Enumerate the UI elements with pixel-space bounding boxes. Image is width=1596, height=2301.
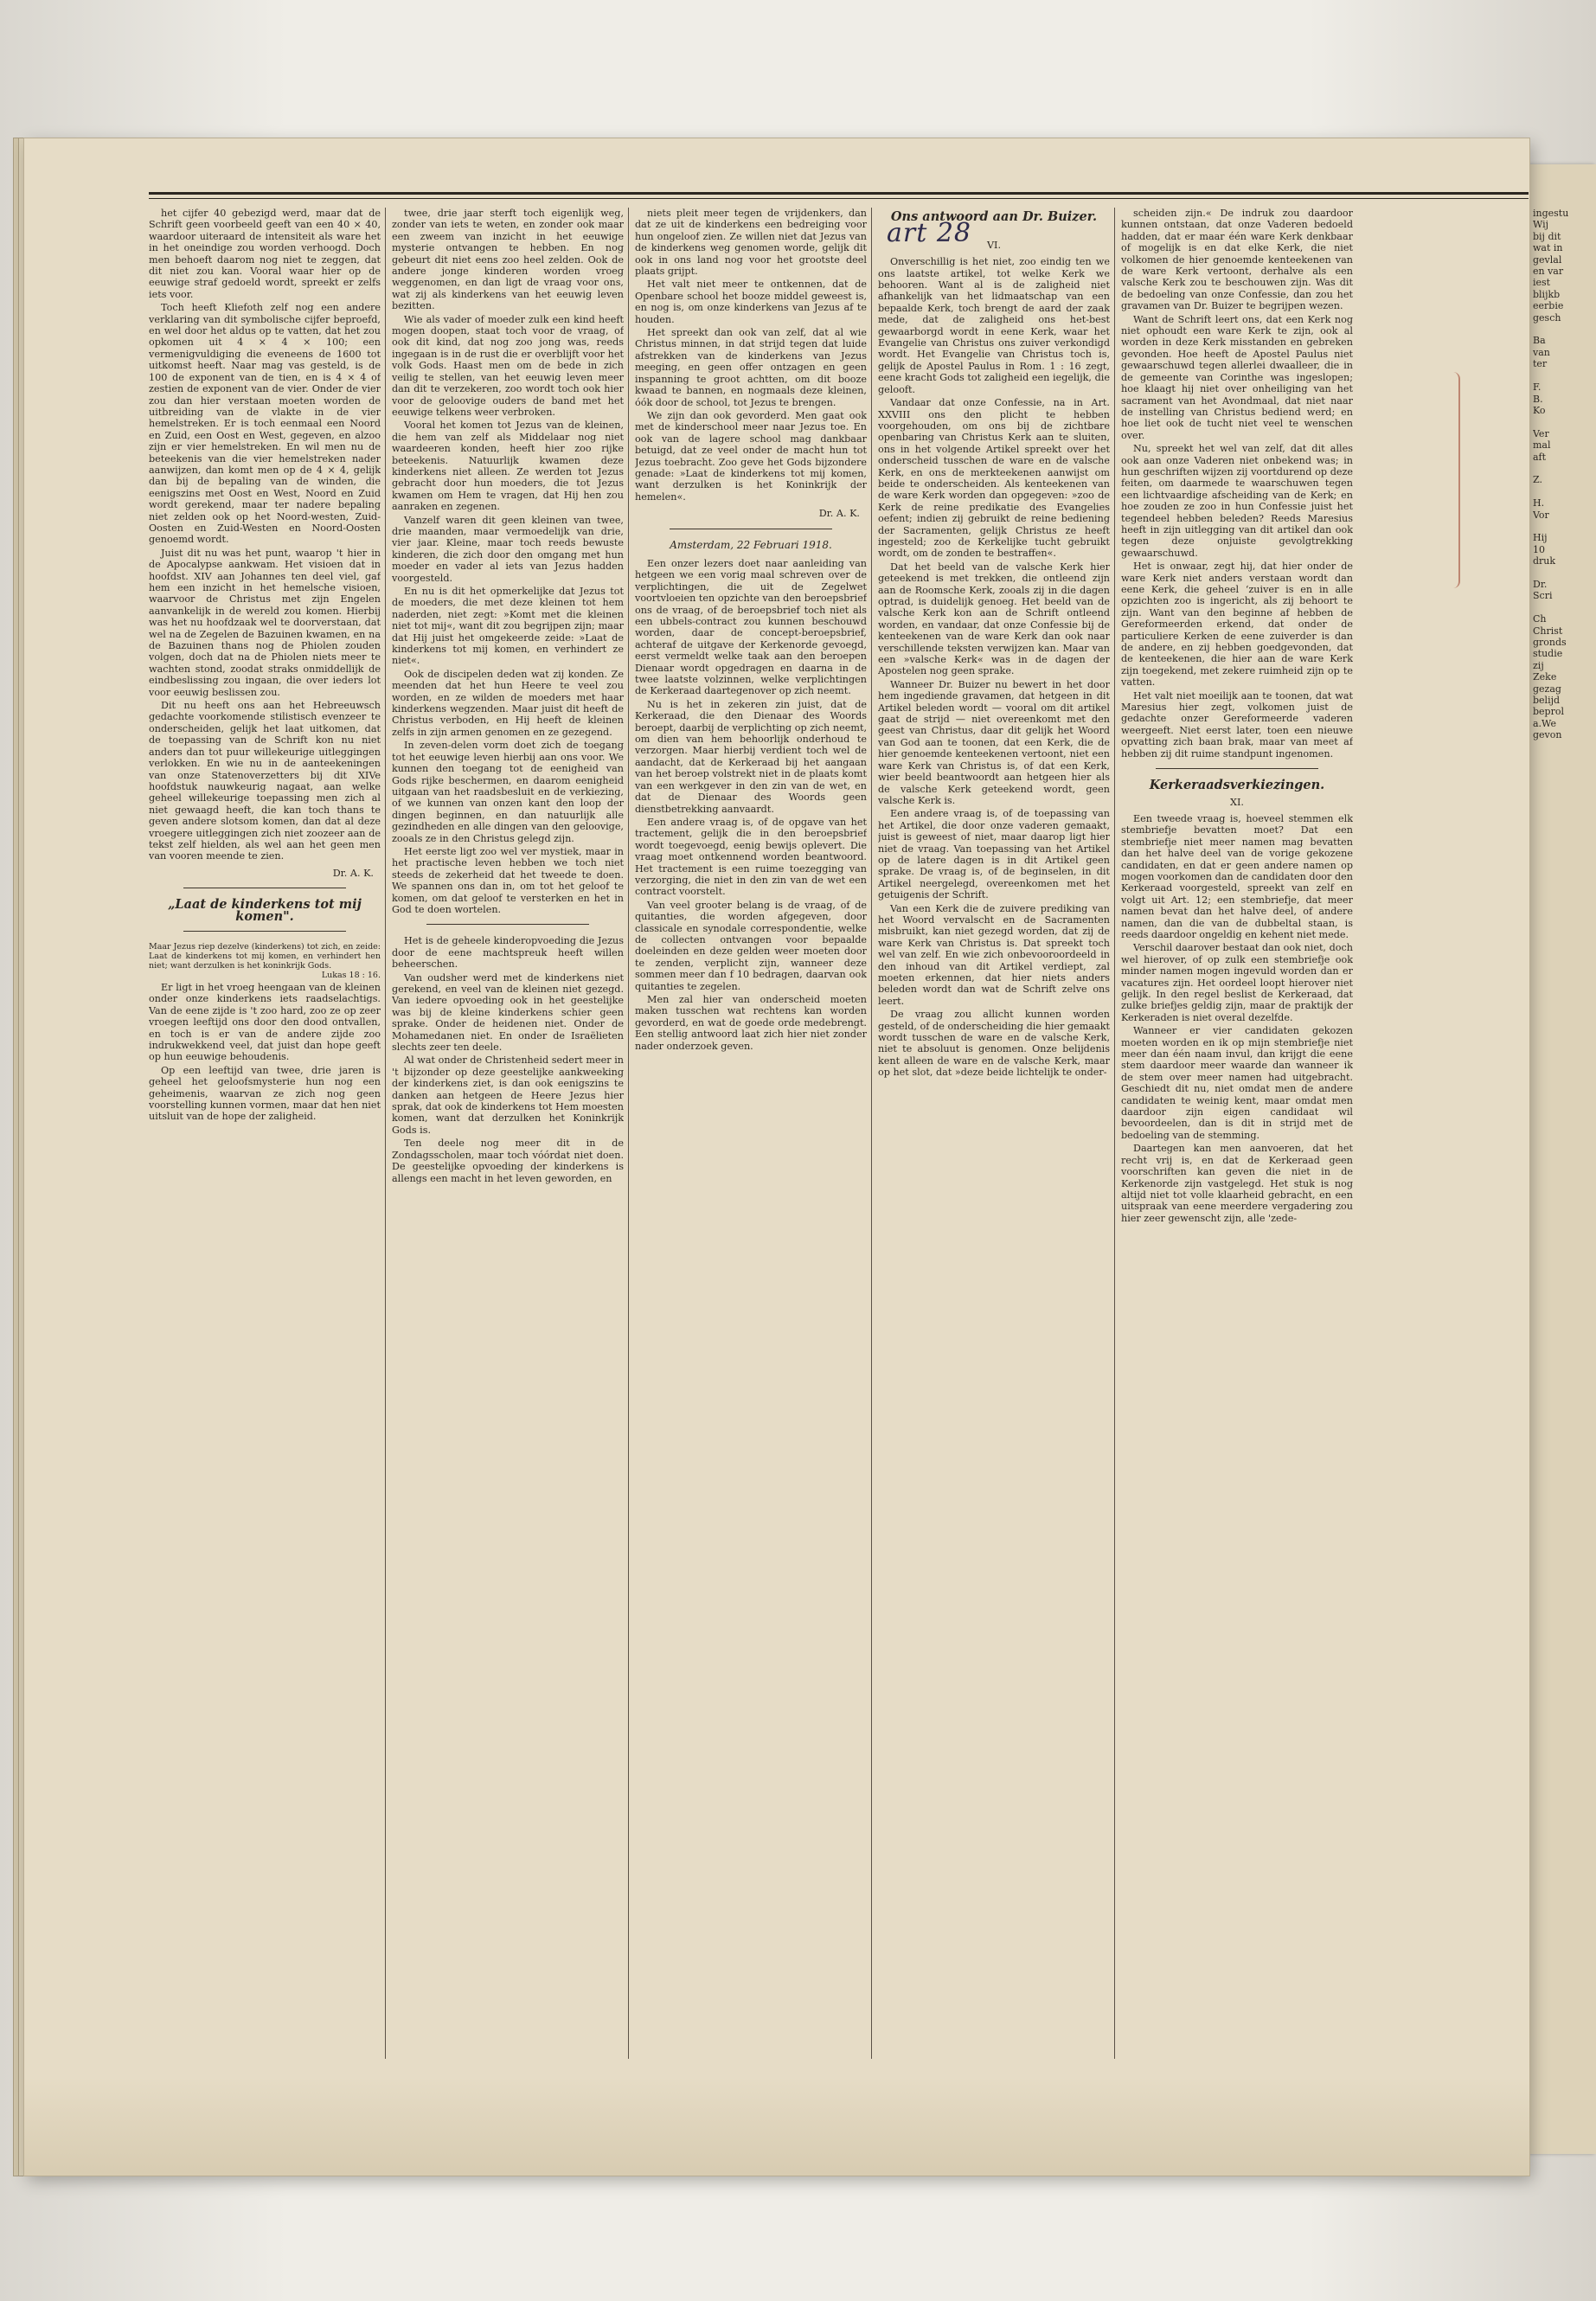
- article-paragraph: niets pleit meer tegen de vrijdenkers, dan dat ze uit de kinderkens een bedreiging voor hun ongeloof zien. Ze willen niet dat Jezus van de kinderkens weg genomen worde, gelijk dit ook in ons land nog voor het grootste deel plaats grijpt.: [635, 208, 867, 278]
- adjacent-page-line: 10: [1533, 543, 1545, 555]
- adjacent-page-line: eerbie: [1533, 300, 1564, 312]
- article-paragraph: Het is de geheele kinderopvoeding die Jezus door de eene machtspreuk heeft willen beheerschen.: [392, 935, 624, 971]
- adjacent-page-line: Vor: [1533, 509, 1549, 521]
- article-paragraph: Een tweede vraag is, hoeveel stemmen elk stembriefje bevatten moet? Dat een stembriefje niet meer namen mag bevatten dan het halve deel van de vorige gekozene candidaten, en dat er geen andere namen op mogen voorkomen dan de candidaten door den Kerkeraad voorgesteld, spreekt van zelf en volgt uit Art. 12; een stembriefje, dat meer namen bevat dan het halve deel, of andere namen, dan die van de dubbeltal staan, is reeds daardoor ongeldig en kehent niet mede.: [1121, 812, 1353, 940]
- adjacent-page-line: blijkb: [1533, 288, 1561, 300]
- adjacent-page-line: [1533, 416, 1592, 427]
- article-paragraph: Het eerste ligt zoo wel ver mystiek, maar in het practische leven hebben we toch niet steeds de zekerheid dat het tweede te doen. We spannen ons dan in, om tot het geloof te komen, om dat geloof te versterken en het in God te doen wortelen.: [392, 845, 624, 915]
- adjacent-page-line: Hij: [1533, 532, 1548, 544]
- column-divider: [385, 208, 386, 2059]
- article-paragraph: Van oudsher werd met de kinderkens niet gerekend, en veel van de kleinen niet gezegd. Van iedere opvoeding ook in het geestelijke was bij de kleine kinderkens schier geen sprake. Onder de heidenen niet. Onder de Mohamedanen niet. En onder de Israëlieten slechts zeer ten deele.: [392, 971, 624, 1054]
- adjacent-page-line: druk: [1533, 555, 1556, 567]
- article-paragraph: In zeven-delen vorm doet zich de toegang tot het eeuwige leven hierbij aan ons voor. We kunnen den toegang tot de eenigheid van Gods rijke beschermen, en daarom eenigheid uitgaan van het raadsbesluit en de verkiezing, of we kunnen van onzen kant den loop der dingen beginnen, en dan natuurlijk alle gezindheden en alle dingen van den geloovige, zooals ze in den Christus gelegd zijn.: [392, 740, 624, 844]
- column-divider: [871, 208, 872, 2059]
- quote-text: Maar Jezus riep dezelve (kinderkens) tot zich, en zeide: Laat de kinderkens tot mij komen, en verhindert hen niet; want derzulken is het koninkrijk Gods.: [149, 941, 381, 971]
- adjacent-page-line: [1533, 486, 1592, 497]
- article-paragraph: Vanzelf waren dit geen kleinen van twee, drie maanden, maar vermoedelijk van drie, vier jaar. Kleine, maar toch reeds bewuste kinderen, die zich door den omgang met hun moeder en vader al iets van Jezus hadden voorgesteld.: [392, 514, 624, 584]
- article-paragraph: scheiden zijn.« De indruk zou daardoor kunnen ontstaan, dat onze Vaderen bedoeld hadden, dat er maar één ware Kerk denkbaar of mogelijk is en dat elke Kerk, die niet volkomen de hier genoemde kenteekenen van de ware Kerk vertoont, derhalve als een valsche Kerk zou te beschouwen zijn. Was dit de bedoeling van onze Confessie, dan zou het gravamen van Dr. Buizer te begrijpen wezen.: [1121, 208, 1353, 312]
- adjacent-page-line: [1533, 567, 1592, 579]
- adjacent-page-line: B.: [1533, 393, 1543, 405]
- adjacent-page-line: [1533, 463, 1592, 474]
- adjacent-page-line: mal: [1533, 439, 1551, 452]
- page-shading: [24, 2076, 1529, 2176]
- article-paragraph: Verschil daarover bestaat dan ook niet, doch wel hierover, of op zulk een stembriefje ook minder namen mogen ingevuld worden dan er vacatures zijn. Het oordeel loopt hierover niet gelijk. In den regel beslist de Kerkeraad, dat zulke briefjes geldig zijn, maar de praktijk der Kerkeraden is niet overal dezelfde.: [1121, 942, 1353, 1023]
- quote-reference: Lukas 18 : 16.: [321, 970, 381, 980]
- adjacent-page-line: H.: [1533, 497, 1545, 510]
- article-paragraph: Vandaar dat onze Confessie, na in Art. XXVIII ons den plicht te hebben voorgehouden, om ons bij de zichtbare openbaring van Christus Kerk aan te sluiten, ons in het volgende Artikel spreekt over het onderscheid tusschen de ware en de valsche Kerk, en ons de merkteekenen aanwijst om beide te onderscheiden. Als kenteekenen van de ware Kerk worden dan opgegeven: »zoo de Kerk de reine predikatie des Evangelies oefent; indien zij gebruikt de reine bediening der Sacramenten, gelijk Christus ze heeft ingesteld; zoo de Kerkelijke tucht gebruikt wordt, om de zonden te bestraffen«.: [878, 397, 1110, 560]
- article-paragraph: Toch heeft Kliefoth zelf nog een andere verklaring van dit symbolische cijfer beproefd, en wel door het aldus op te vatten, dat het zou opkomen uit 4 × 4 × 100; een vermenigvuldiging die eveneens de 1600 tot uitkomst heeft. Naar mag vas gesteld, is de 100 de exponent van de tien, en is 4 × 4 of zestien de exponent van de vier. Onder de vier zou dan hier verstaan moeten worden de uitbreiding van de vlakte in de vier hemelstreken. Er is toch eenmaal een Noord en Zuid, een Oost en West, gegeven, en alzoo zijn er vier hemelstreken. En wil men nu de beteekenis van die vier hemelstreken nader aanwijzen, dan komt men op de 4 × 4, gelijk dan bij de bepaling van de winden, die eenigszins met Oost en West, Noord en Zuid wordt gerekend, maar ter nadere bepaling niet zelden ook op het Noord-westen, Zuid-Oosten en Zuid-Westen en Noord-Oosten genoemd wordt.: [149, 302, 381, 546]
- adjacent-page-line: Z.: [1533, 474, 1542, 486]
- article-heading: Kerkeraadsverkiezingen.: [1149, 778, 1325, 793]
- dateline: Amsterdam, 22 Februari 1918.: [670, 538, 832, 551]
- article-paragraph: Het spreekt dan ook van zelf, dat al wie Christus minnen, in dat strijd tegen dat luide afstrekken van de kinderkens van Jezus meeging, en geen offer ontzagen en geen inspanning te groot achtten, om dit booze kwaad te bannen, en nogmaals deze kleinen, óók door de school, tot Jezus te brengen.: [635, 327, 867, 408]
- header-rule: [149, 192, 1529, 195]
- article-paragraph: Het valt niet moeilijk aan te toonen, dat wat Maresius hier zegt, volkomen juist de gedachte onzer Gereformeerde vaderen weergeeft. Niet eerst later, toen een nieuwe opvatting zich baan brak, maar van meet af hebben zij dit ruime standpunt ingenomen.: [1121, 689, 1353, 760]
- article-paragraph: We zijn dan ook gevorderd. Men gaat ook met de kinderschool meer naar Jezus toe. En ook van de lagere school mag dankbaar betuigd, dat ze veel onder de macht hun tot Jezus toebracht. Zoo geve het Gods bijzondere genade: »Laat de kinderkens tot mij komen, want derzulken is het Koninkrijk der hemelen«.: [635, 409, 867, 503]
- adjacent-page-line: ter: [1533, 358, 1548, 370]
- adjacent-page-line: van: [1533, 346, 1550, 358]
- article-paragraph: twee, drie jaar sterft toch eigenlijk weg, zonder van iets te weten, en zonder ook maar een zweem van inzicht in het eeuwige mysterie ontvangen te hebben. En nog gebeurt dit niet eens zoo heel zelden. Ook de andere jonge kinderen worden vroeg weggenomen, en dan ligt de vraag voor ons, wat zij als kinderkens van het eeuwig leven bezitten.: [392, 208, 624, 312]
- adjacent-page-line: Christ: [1533, 625, 1563, 637]
- article-paragraph: De vraag zou allicht kunnen worden gesteld, of de onderscheiding die hier gemaakt wordt tusschen de ware en de valsche Kerk, niet te absoluut is genomen. Onze belijdenis kent alleen de ware en de valsche Kerk, maar op het slot, dat »deze beide lichtelijk te onder-: [878, 1009, 1110, 1079]
- adjacent-page-line: aft: [1533, 451, 1547, 463]
- article-separator: [426, 924, 589, 925]
- adjacent-page-text: [1533, 208, 1592, 1938]
- article-paragraph: Het valt niet meer te ontkennen, dat de Openbare school het booze middel geweest is, en nog is, om onze kinderkens van Jezus af te houden.: [635, 279, 867, 325]
- adjacent-page-line: Scri: [1533, 590, 1553, 602]
- heading-separator: [183, 931, 346, 932]
- article-paragraph: Een andere vraag is, of de toepassing van het Artikel, die door onze vaderen gemaakt, juist is geweest of niet, maar daarop ligt hier niet de vraag. Van toepassing van het Artikel op de latere dagen is in dit Artikel geen sprake. De vraag is, of de beginselen, in dit Artikel neergelegd, overeenkomen met het getuigenis der Schrift.: [878, 808, 1110, 901]
- column-divider: [1114, 208, 1115, 2059]
- article-paragraph: Op een leeftijd van twee, drie jaren is geheel het geloofsmysterie hun nog een geheimenis, waarvan ze zich nog geen voorstelling kunnen vormen, maar dat hen niet uitsluit van de hope der zaligheid.: [149, 1064, 381, 1123]
- scripture-quote: [149, 942, 381, 980]
- adjacent-page-line: [1533, 521, 1592, 532]
- article-paragraph: Daartegen kan men aanvoeren, dat het recht vrij is, en dat de Kerkeraad geen voorschriften kan geven die niet in de Kerkenorde zijn vastgelegd. Het stuk is nog altijd niet tot volle klaarheid gebracht, en een uitspraak van eene meerdere vergadering zou hier zeer gewenscht zijn, alle 'zede-: [1121, 1143, 1353, 1224]
- article-separator: [1156, 768, 1318, 769]
- article-paragraph: Nu is het in zekeren zin juist, dat de Kerkeraad, die den Dienaar des Woords beroept, daarbij de verplichting op zich neemt, om dien van hem behoorlijk onderhoud te verzorgen. Maar hierbij verdient toch wel de aandacht, dat de Kerkeraad bij het aangaan van het beroep volstrekt niet in de plaats komt van een werkgever in den zin van de wet, en dat de Dienaar des Woords geen dienstbetrekking aanvaardt.: [635, 698, 867, 815]
- adjacent-page-line: Ko: [1533, 404, 1546, 416]
- adjacent-page-line: zij: [1533, 659, 1544, 671]
- adjacent-page-line: gezag: [1533, 683, 1561, 695]
- article-paragraph: Wanneer Dr. Buizer nu bewert in het door hem ingediende gravamen, dat hetgeen in dit Artikel beleden wordt — vooral om dit artikel gaat de strijd — niet overeenkomt met den geest van Christus, daar dit gelijk het Woord van God aan te toonen, dat een Kerk, die de hier genoemde kenteekenen vertoont, niet een ware Kerk van Christus is, of dat een Kerk, wier beeld beantwoordt aan hetgeen hier als de valsche Kerk geteekend wordt, geen valsche Kerk is.: [878, 678, 1110, 806]
- article-paragraph: Al wat onder de Christenheid sedert meer in 't bijzonder op deze geestelijke aankweeking der kinderkens ziet, is dan ook eenigszins te danken aan hetgeen de Heere Jezus hier sprak, dat ook de kinderkens tot Hem moesten komen, want dat derzulken het Koninkrijk Gods is.: [392, 1054, 624, 1136]
- column-1: [149, 208, 381, 2059]
- adjacent-page-line: bij dit: [1533, 230, 1561, 242]
- adjacent-page-line: gesch: [1533, 311, 1561, 324]
- article-paragraph: Men zal hier van onderscheid moeten maken tusschen wat rechtens kan worden gevorderd, en wat de goede orde medebrengt. Een stellig antwoord laat zich hier niet zonder nader onderzoek geven.: [635, 994, 867, 1052]
- handwritten-annotation: art 28: [887, 218, 971, 249]
- pencil-margin-mark: [1446, 372, 1460, 588]
- article-paragraph: Onverschillig is het niet, zoo eindig ten we ons laatste artikel, tot welke Kerk we behooren. Want al is de zaligheid niet afhankelijk van het lidmaatschap van een bepaalde Kerk, toch brengt de aard der zaak mede, dat de zaligheid ons het-best gewaarborgd wordt in eene Kerk, waar het Evangelie van Christus ons zuiver verkondigd wordt. Het Evangelie van Christus toch is, gelijk de Apostel Paulus in Rom. 1 : 16 zegt, eene kracht Gods tot zaligheid een iegelijk, die gelooft.: [878, 256, 1110, 395]
- adjacent-page-line: beprol: [1533, 706, 1564, 718]
- article-paragraph: Er ligt in het vroeg heengaan van de kleinen onder onze kinderkens iets raadselachtigs. Van de eene zijde is 't zoo hard, zoo ze op zeer vroegen leeftijd ons door den dood ontvallen, en toch is er van de andere zijde zoo indrukwekkend veel, dat juist dan hope geeft op hun eeuwige behoudenis.: [149, 981, 381, 1063]
- article-heading: Ons antwoord aan Dr. Buizer.: [890, 209, 1098, 224]
- article-paragraph: Ook de discipelen deden wat zij konden. Ze meenden dat het hun Heere te veel zou worden, en ze wilden de moeders met haar kinderkens wegzenden. Maar juist dit heeft de Christus verboden, en Hij heeft de kleinen zelfs in zijn armen genomen en ze gezegend.: [392, 668, 624, 738]
- adjacent-page-line: Ver: [1533, 427, 1549, 439]
- article-paragraph: Juist dit nu was het punt, waarop 't hier in de Apocalypse aankwam. Het visioen dat in hoofdst. XIV aan Johannes ten deel viel, gaf hem een inzicht in het hemelsche visioen, waarvoor de Christus met zijn Engelen aanvankelijk in de wereld zou komen. Hierbij was het nu hoofdzaak wel te doorverstaan, dat wel na de Zegelen de Bazuinen kwamen, en na de Bazuinen thans nog de Phiolen zouden volgen, doch dat na de Phiolen niets meer te wachten stond, zoodat straks onmiddellijk de eindbeslissing zou ingaan, die over ieders lot voor eeuwig beslissen zou.: [149, 547, 381, 698]
- adjacent-page-line: gevlal: [1533, 253, 1562, 266]
- article-paragraph: Van een Kerk die de zuivere prediking van het Woord vervalscht en de Sacramenten misbruikt, kan niet gezegd worden, dat zij de ware Kerk van Christus is. Dat spreekt toch wel van zelf. En wie zich onbevooroordeeld in den inhoud van dit Artikel verdiept, zal moeten erkennen, dat hier niets anders beleden wordt dan wat de Schrift zelve ons leert.: [878, 902, 1110, 1007]
- article-paragraph: Ten deele nog meer dit in de Zondagsscholen, maar toch vóórdat niet doen. De geestelijke opvoeding der kinderkens is allengs een macht in het leven geworden, en: [392, 1138, 624, 1184]
- header-rule-thin: [149, 198, 1529, 199]
- adjacent-page-line: belijd: [1533, 695, 1561, 707]
- adjacent-page-line: Dr.: [1533, 579, 1548, 590]
- article-signature: Dr. A. K.: [818, 508, 860, 520]
- article-paragraph: Dat het beeld van de valsche Kerk hier geteekend is met trekken, die ontleend zijn aan de Roomsche Kerk, zooals zij in die dagen optrad, is duidelijk genoeg. Het beeld van de valsche Kerk kon aan de Schrift ontleend worden, en vandaar, dat onze Confessie bij de kenteekenen van de ware Kerk dan ook naar verschillende teksten verwijzen kan. Maar van een »valsche Kerk« was in de dagen der Apostelen nog geen sprake.: [878, 561, 1110, 677]
- adjacent-page-line: gronds: [1533, 637, 1567, 649]
- column-3: [635, 208, 867, 2059]
- adjacent-page-line: [1533, 324, 1592, 335]
- article-heading: „Laat de kinderkens tot mij komen".: [168, 897, 362, 924]
- column-divider: [628, 208, 629, 2059]
- article-paragraph: Een onzer lezers doet naar aanleiding van hetgeen we een vorig maal schreven over de verplichtingen, die uit de Zegelwet voortvloeien ten opzichte van den beroepsbrief ons de vraag, of de beroepsbrief toch niet als een ubbels-contract zou kunnen beschouwd worden, daar de concept-beroepsbrief, achteraf de uitgave der Kerkenorde gevoegd, eerst vermeldt welke taak aan den beroepen Dienaar wordt opgedragen en daarna in de twee laatste volzinnen, welke verplichtingen de Kerkeraad daartegenover op zich neemt.: [635, 557, 867, 697]
- article-paragraph: Vooral het komen tot Jezus van de kleinen, die hem van zelf als Middelaar nog niet waardeeren konden, heeft hier zoo rijke beteekenis. Natuurlijk kwamen deze kinderkens niet alleen. Ze werden tot Jezus gebracht door hun moeders, die tot Jezus kwamen om Hem te vragen, dat Hij hen zou aanraken en zegenen.: [392, 420, 624, 513]
- column-4: [878, 208, 1110, 2059]
- article-paragraph: Dit nu heeft ons aan het Hebreeuwsch gedachte voorkomende stilistisch evenzeer te onderscheiden, gelijk het laat uitkomen, dat de toepassing van de Schrift kon nu niet anders dan tot puur willekeurige uitleggingen verlokken. En wie nu in de aanteekeningen van onze Statenoverzetters bij dit XIVe hoofdstuk nauwkeurig nagaat, aan welke geheel willekeurige toepassing men zich al niet gewaagd heeft, die kan toch thans te geven andere slotsom komen, dan dat al deze vroegere uitleggingen zich niet zoozeer aan de tekst zelf hielden, als wel aan het geen men van vooren meende te zien.: [149, 700, 381, 862]
- adjacent-page-line: F.: [1533, 381, 1542, 394]
- adjacent-page-line: [1533, 602, 1592, 613]
- article-paragraph: Een andere vraag is, of de opgave van het tractement, gelijk die in den beroepsbrief wordt toegevoegd, eenig bewijs oplevert. Die vraag moet ontkennend worden beantwoord. Het tractement is een ruime toezegging van verzorging, die niet in den zin van de wet een contract voorstelt.: [635, 816, 867, 898]
- adjacent-page-line: en var: [1533, 266, 1564, 278]
- article-signature: Dr. A. K.: [332, 867, 374, 879]
- adjacent-page-line: [1533, 370, 1592, 381]
- article-paragraph: het cijfer 40 gebezigd werd, maar dat de Schrift geen voorbeeld geeft van een 40 × 40, waardoor uiteraard de intensiteit als ware het in het oneindige zou worden verhoogd. Doch men behoeft daarom nog niet te zeggen, dat dit niet zou kan. Vooral waar hier op de eeuwige straf gedoeld wordt, spreekt er zelfs iets voor.: [149, 208, 381, 300]
- adjacent-page-line: Zeke: [1533, 671, 1557, 683]
- article-paragraph: Nu, spreekt het wel van zelf, dat dit alles ook aan onze Vaderen niet onbekend was; in hun geschriften wijzen zij voortdurend op deze feiten, om daarmede te waarschuwen tegen een lichtvaardige afscheiding van de Kerk; en hoe zouden ze zoo in hun Confessie juist het tegendeel hebben beleden? Reeds Maresius heeft in zijn uitlegging van dit artikel dan ook tegen deze onjuiste gevolgtrekking gewaarschuwd.: [1121, 443, 1353, 559]
- column-2: [392, 208, 624, 2059]
- adjacent-page-line: iest: [1533, 277, 1551, 289]
- adjacent-page-line: Ba: [1533, 335, 1546, 347]
- adjacent-page-line: Wij: [1533, 219, 1549, 231]
- article-paragraph: Wie als vader of moeder zulk een kind heeft mogen doopen, staat toch voor de vraag, of ook dit kind, dat nog zoo jong was, reeds ingegaan is in de rust die er overblijft voor het volk Gods. Haast men om de bede in zich veilig te stellen, van het eeuwig leven meer dan dit te verzekeren, zoo wordt toch ook hier voor de geloovige ouders de band met het eeuwige telkens weer verbroken.: [392, 313, 624, 418]
- adjacent-page-line: gevon: [1533, 729, 1562, 741]
- section-numeral: VI.: [986, 239, 1002, 251]
- adjacent-page-line: ingestu: [1533, 208, 1569, 219]
- article-paragraph: Wanneer er vier candidaten gekozen moeten worden en ik op mijn stembriefje niet meer dan één naam invul, dan krijgt die eene stem daardoor meer waarde dan wanneer ik de stem over meer namen had uitgebracht. Geschiedt dit nu, niet omdat men de andere candidaten te weinig kent, maar omdat men daardoor zijn eigen candidaat wil bevoordeelen, dan is dit in strijd met de bedoeling van de stemming.: [1121, 1025, 1353, 1141]
- adjacent-page-line: Ch: [1533, 613, 1547, 625]
- adjacent-page-line: wat in: [1533, 242, 1563, 254]
- column-5: [1121, 208, 1353, 2059]
- article-paragraph: Want de Schrift leert ons, dat een Kerk nog niet ophoudt een ware Kerk te zijn, ook al worden in deze Kerk misstanden en gebreken gevonden. Hoe heeft de Apostel Paulus niet gewaarschuwd tegen allerlei dwaalleer, die in de gemeente van Corinthe was ingeslopen; hoe klaagt hij niet over onheiliging van het sacrament van het Avondmaal, dat niet naar de instelling van Christus bediend werd; en hoe liet ook de tucht niet veel te wenschen over.: [1121, 313, 1353, 441]
- article-paragraph: Van veel grooter belang is de vraag, of de quitanties, die worden afgegeven, door classicale en synodale correspondentie, welke de collecten ontvangen voor bepaalde doeleinden en deze gelden weer moeten door te zenden, verplicht zijn, wanneer deze sommen meer dan f 10 bedragen, daarvan ook quitanties te zegelen.: [635, 899, 867, 992]
- adjacent-page-line: a.We: [1533, 717, 1556, 729]
- article-paragraph: Het is onwaar, zegt hij, dat hier onder de ware Kerk niet anders verstaan wordt dan eene Kerk, die geheel ‘zuiver is en in alle opzichten zoo is ingericht, als zij behoort te zijn. Want van den beginne af hebben de Gereformeerden erkend, dat onder de particuliere Kerken de eene zuiverder is dan de andere, en zij hebben goedgevonden, dat de kenteekenen, die hier aan de ware Kerk zijn toegekend, met zekere ruimheid zijn op te vatten.: [1121, 561, 1353, 689]
- adjacent-page-line: studie: [1533, 648, 1563, 660]
- section-numeral: XI.: [1230, 796, 1244, 808]
- article-paragraph: En nu is dit het opmerkelijke dat Jezus tot de moeders, die met deze kleinen tot hem naderden, niet zegt: »Komt met die kleinen niet tot mij«, want dit zou begrijpen zijn; maar dat Hij juist het omgekeerde zeide: »Laat de kinderkens tot mij komen, en verhindert ze niet«.: [392, 586, 624, 667]
